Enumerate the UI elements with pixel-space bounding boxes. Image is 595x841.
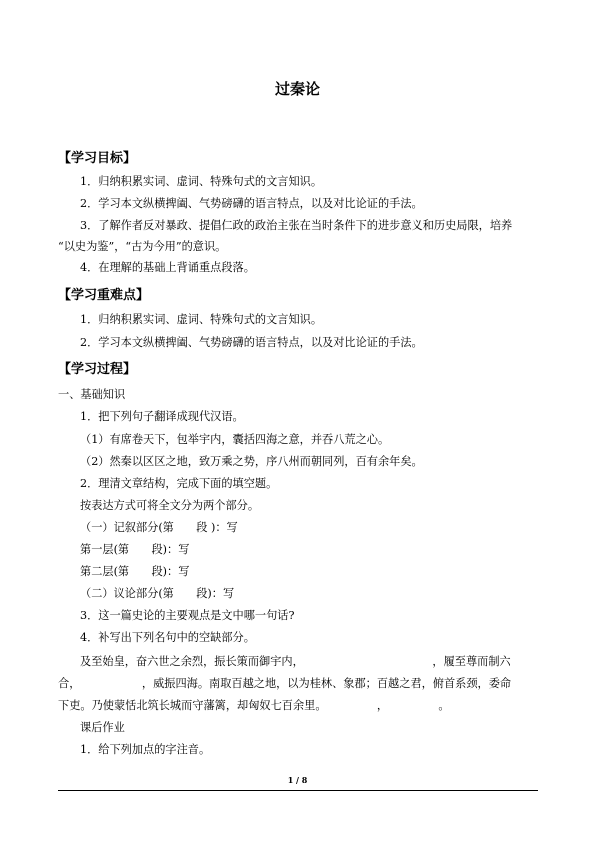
key-point-item-2: 2．学习本文纵横捭阖、气势磅礴的语言特点，以及对比论证的手法。 (80, 336, 423, 349)
footer-divider (58, 790, 538, 791)
homework-heading: 课后作业 (80, 721, 125, 734)
process-item-2-part-2: （二）议论部分(第 段)：写 (80, 587, 235, 600)
goal-item-2: 2．学习本文纵横捭阖、气势磅礴的语言特点，以及对比论证的手法。 (80, 197, 423, 210)
page-number: 1 / 8 (287, 775, 308, 785)
process-item-4: 4．补写出下列名句中的空缺部分。 (80, 631, 255, 644)
process-item-3: 3．这一篇史论的主要观点是文中哪一句话? (80, 609, 295, 622)
process-item-2-intro: 按表达方式可将全文分为两个部分。 (80, 499, 260, 512)
process-item-2-layer-2: 第二层(第 段)：写 (80, 565, 190, 578)
goal-item-1: 1．归纳积累实词、虚词、特殊句式的文言知识。 (80, 175, 323, 188)
goal-item-4: 4．在理解的基础上背诵重点段落。 (80, 261, 255, 274)
section-heading-key-points: 【学习重难点】 (58, 288, 150, 303)
passage-line-2: 合， ，威振四海。南取百越之地，以为桂林、象郡；百越之君，俯首系颈，委命 (58, 677, 512, 690)
page-title: 过秦论 (274, 80, 320, 98)
passage-line-3: 下吏。乃使蒙恬北筑长城而守藩篱，却匈奴七百余里。 ， 。 (58, 699, 450, 712)
process-item-1: 1．把下列句子翻译成现代汉语。 (80, 410, 244, 423)
key-point-item-1: 1．归纳积累实词、虚词、特殊句式的文言知识。 (80, 313, 323, 326)
goal-item-3: 3．了解作者反对暴政、提倡仁政的政治主张在当时条件下的进步意义和历史局限，培养 (80, 219, 513, 232)
homework-item-1: 1．给下列加点的字注音。 (80, 743, 211, 756)
process-item-2-part-1: （一）记叙部分(第 段 )：写 (80, 521, 238, 534)
process-item-1-sub-2: （2）然秦以区区之地，致万乘之势，序八州而朝同列，百有余年矣。 (80, 455, 423, 468)
process-item-1-sub-1: （1）有席卷天下，包举宇内，囊括四海之意，并吞八荒之心。 (80, 433, 390, 446)
section-heading-process: 【学习过程】 (58, 362, 137, 377)
section-heading-goals: 【学习目标】 (58, 151, 137, 166)
process-heading-basics: 一、基础知识 (58, 388, 126, 401)
process-item-2-layer-1: 第一层(第 段)：写 (80, 543, 190, 556)
process-item-2: 2．理清文章结构，完成下面的填空题。 (80, 477, 278, 490)
passage-line-1: 及至始皇，奋六世之余烈，振长策而御宇内， ，履至尊而制六 (80, 655, 511, 668)
goal-item-3-cont: “以史为鉴”，“古为今用”的意识。 (58, 240, 227, 253)
